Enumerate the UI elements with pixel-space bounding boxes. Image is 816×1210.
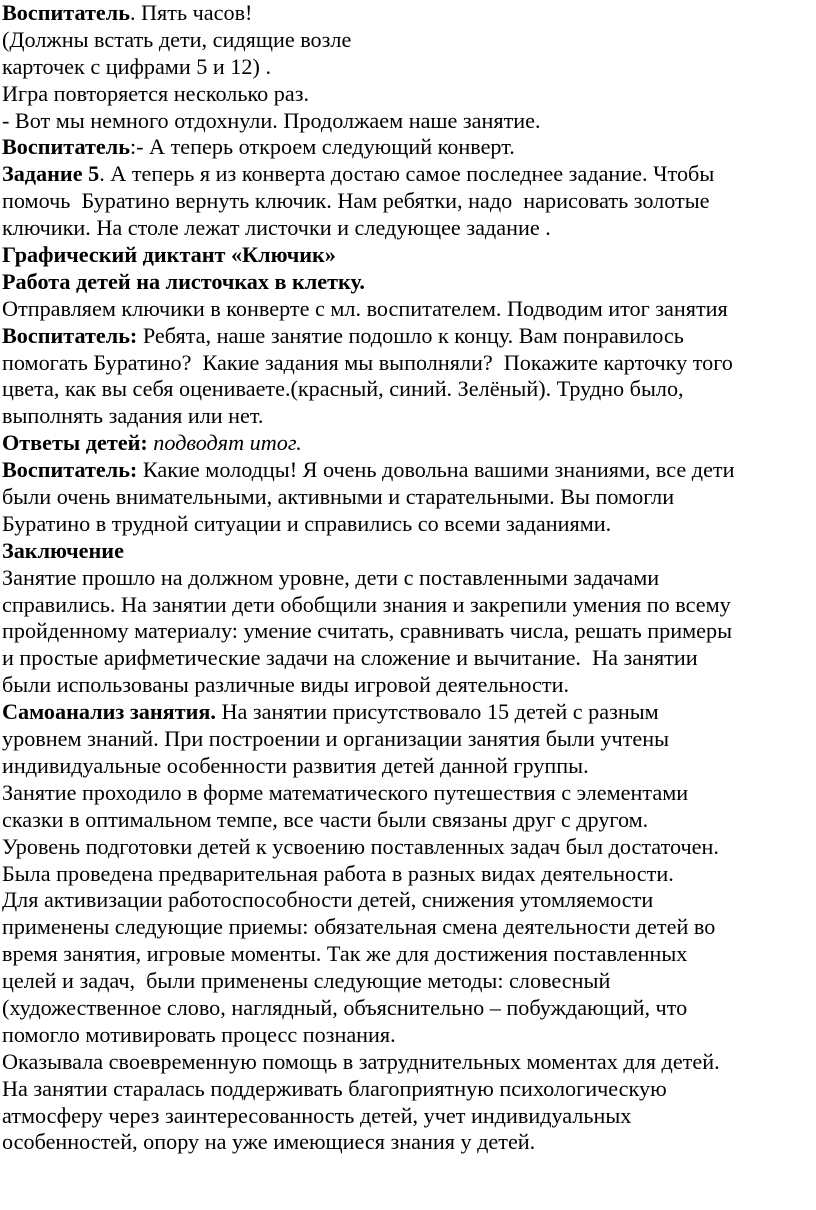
text-line bbox=[2, 27, 814, 54]
body-text: Игра повторяется несколько раз. bbox=[2, 80, 310, 106]
text-line bbox=[2, 108, 814, 135]
body-text: Для активизации работоспособности детей, снижения утомляемости bbox=[2, 887, 654, 913]
body-text: (Должны встать дети, сидящие возле bbox=[2, 26, 352, 52]
body-text: время занятия, игровые моменты. Так же для достижения поставленных bbox=[2, 941, 688, 967]
body-text: Ребята, наше занятие подошло к концу. Вам понравилось bbox=[137, 322, 684, 348]
bold-text: Воспитатель bbox=[2, 0, 130, 25]
text-line bbox=[2, 807, 814, 834]
body-text: Занятие прошло на должном уровне, дети с поставленными задачами bbox=[2, 564, 660, 590]
body-text: Уровень подготовки детей к усвоению поставленных задач был достаточен. bbox=[2, 833, 719, 859]
body-text: На занятии старалась поддерживать благоприятную психологическую bbox=[2, 1075, 667, 1101]
body-text: На занятии присутствовало 15 детей с разным bbox=[215, 699, 659, 725]
body-text: были очень внимательными, активными и старательными. Вы помогли bbox=[2, 484, 675, 510]
bold-text: Воспитатель: bbox=[2, 457, 138, 483]
text-line bbox=[2, 914, 814, 941]
body-text: особенностей, опору на уже имеющиеся знания у детей. bbox=[2, 1129, 536, 1155]
body-text: помогать Буратино? Какие задания мы выполняли? Покажите карточку того bbox=[2, 349, 733, 375]
text-line bbox=[2, 699, 814, 726]
text-line bbox=[2, 54, 814, 81]
text-line bbox=[2, 672, 814, 699]
body-text: выполнять задания или нет. bbox=[2, 403, 264, 429]
text-line bbox=[2, 376, 814, 403]
body-text: Была проведена предварительная работа в разных видах деятельности. bbox=[2, 860, 674, 886]
text-line bbox=[2, 995, 814, 1022]
text-line bbox=[2, 753, 814, 780]
text-line bbox=[2, 430, 814, 457]
text-line bbox=[2, 215, 814, 242]
text-line bbox=[2, 538, 814, 565]
text-line bbox=[2, 242, 814, 269]
text-line bbox=[2, 323, 814, 350]
text-line bbox=[2, 887, 814, 914]
text-line bbox=[2, 403, 814, 430]
text-line bbox=[2, 1076, 814, 1103]
body-text: помочь Буратино вернуть ключик. Нам ребятки, надо нарисовать золотые bbox=[2, 188, 710, 214]
body-text: справились. На занятии дети обобщили знания и закрепили умения по всему bbox=[2, 591, 731, 617]
bold-text: Графический диктант «Ключик» bbox=[2, 242, 336, 268]
text-line bbox=[2, 161, 814, 188]
bold-text: Заключение bbox=[2, 537, 124, 563]
body-text: ключики. На столе лежат листочки и следующее задание . bbox=[2, 215, 551, 241]
text-line bbox=[2, 1049, 814, 1076]
text-line bbox=[2, 81, 814, 108]
body-text: (художественное слово, наглядный, объяснительно – побуждающий, что bbox=[2, 994, 688, 1020]
text-line bbox=[2, 645, 814, 672]
text-line bbox=[2, 350, 814, 377]
text-line bbox=[2, 457, 814, 484]
body-text: сказки в оптимальном темпе, все части были связаны друг с другом. bbox=[2, 806, 649, 832]
bold-text: Воспитатель: bbox=[2, 322, 138, 348]
body-text: - Вот мы немного отдохнули. Продолжаем наше занятие. bbox=[2, 107, 541, 133]
text-line bbox=[2, 296, 814, 323]
text-line bbox=[2, 511, 814, 538]
body-text: индивидуальные особенности развития детей данной группы. bbox=[2, 752, 589, 778]
text-line bbox=[2, 1129, 814, 1156]
text-line bbox=[2, 834, 814, 861]
text-line bbox=[2, 968, 814, 995]
body-text: применены следующие приемы: обязательная смена деятельности детей во bbox=[2, 914, 716, 940]
text-line bbox=[2, 134, 814, 161]
body-text: уровнем знаний. При построении и организации занятия были учтены bbox=[2, 726, 669, 752]
body-text: Какие молодцы! Я очень довольна вашими знаниями, все дети bbox=[137, 457, 735, 483]
body-text: Отправляем ключики в конверте с мл. воспитателем. Подводим итог занятия bbox=[2, 295, 728, 321]
text-line bbox=[2, 1022, 814, 1049]
italic-text: подводят итог. bbox=[153, 430, 302, 456]
body-text: карточек с цифрами 5 и 12) . bbox=[2, 53, 272, 79]
text-line bbox=[2, 565, 814, 592]
bold-text: Ответы детей: bbox=[2, 430, 148, 456]
text-line bbox=[2, 1103, 814, 1130]
body-text: атмосферу через заинтересованность детей, учет индивидуальных bbox=[2, 1102, 632, 1128]
bold-text: Задание 5 bbox=[2, 161, 100, 187]
text-line bbox=[2, 861, 814, 888]
text-line bbox=[2, 780, 814, 807]
body-text: . А теперь я из конверта достаю самое последнее задание. Чтобы bbox=[99, 161, 715, 187]
body-text: . Пять часов! bbox=[129, 0, 253, 25]
body-text: цвета, как вы себя оцениваете.(красный, синий. Зелёный). Трудно было, bbox=[2, 376, 684, 402]
body-text: :- А теперь откроем следующий конверт. bbox=[129, 134, 515, 160]
bold-text: Воспитатель bbox=[2, 134, 130, 160]
text-line bbox=[2, 618, 814, 645]
text-line bbox=[2, 941, 814, 968]
text-line bbox=[2, 592, 814, 619]
text-line bbox=[2, 484, 814, 511]
body-text: Занятие проходило в форме математического путешествия с элементами bbox=[2, 779, 689, 805]
body-text: были использованы различные виды игровой деятельности. bbox=[2, 672, 570, 698]
body-text: пройденному материалу: умение считать, сравнивать числа, решать примеры bbox=[2, 618, 733, 644]
body-text: Оказывала своевременную помощь в затруднительных моментах для детей. bbox=[2, 1048, 720, 1074]
body-text: целей и задач, были применены следующие методы: словесный bbox=[2, 968, 611, 994]
text-line bbox=[2, 188, 814, 215]
bold-text: Работа детей на листочках в клетку. bbox=[2, 268, 365, 294]
body-text: Буратино в трудной ситуации и справились со всеми заданиями. bbox=[2, 510, 612, 536]
text-line bbox=[2, 269, 814, 296]
bold-text: Самоанализ занятия. bbox=[2, 699, 216, 725]
body-text: помогло мотивировать процесс познания. bbox=[2, 1021, 396, 1047]
body-text: и простые арифметические задачи на сложение и вычитание. На занятии bbox=[2, 645, 698, 671]
text-line bbox=[2, 726, 814, 753]
text-line bbox=[2, 0, 814, 27]
document-page bbox=[2, 0, 814, 1156]
